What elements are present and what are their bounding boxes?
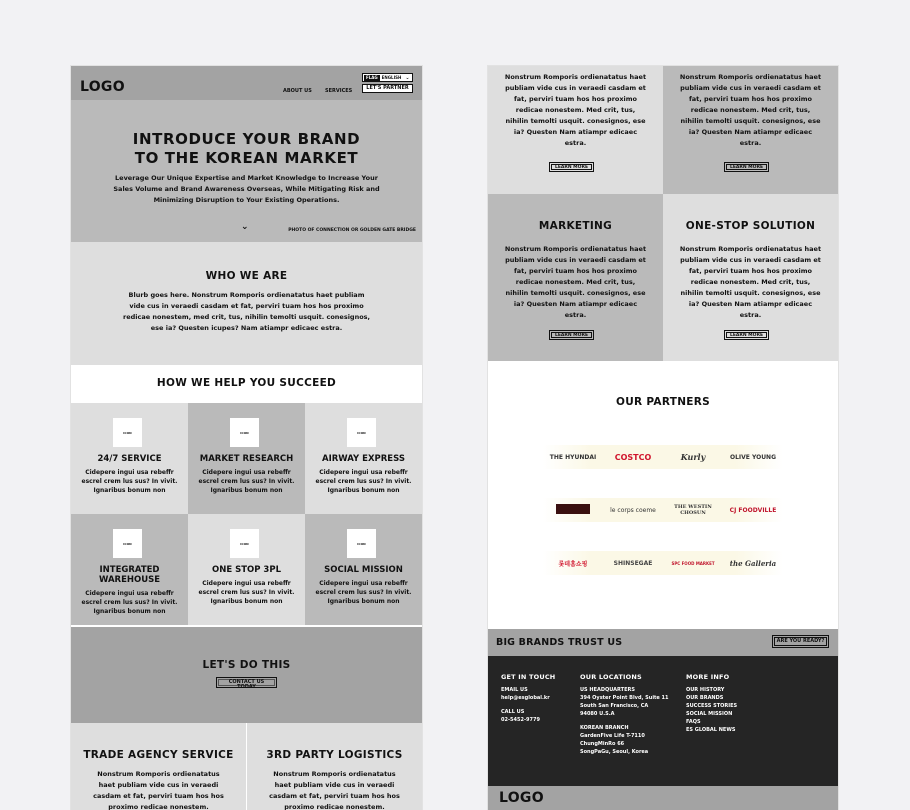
- service-body: Cidepere ingui usa rebeffr escrel crem lus sus? In vivit. Ignaribus bonum non: [315, 580, 412, 605]
- service-card-body: Nonstrum Romporis ordienatatus haet publiam vide cus in veraedi casdam et fat, perviri tuam hos hos proximo redicae nonestem. Med crit, tus, nihilin temolti usquit. conesignos, ese ia? Questen Nam atiampr edicaec estra.: [504, 73, 647, 147]
- service-icon: ICON: [347, 418, 376, 447]
- who-we-are-section: [71, 242, 422, 365]
- flag-icon: FLAG: [366, 74, 378, 80]
- footer-contact-title: GET IN TOUCH: [501, 673, 556, 681]
- footer-link-brands[interactable]: OUR BRANDS: [686, 695, 724, 701]
- service-icon: ICON: [347, 529, 376, 558]
- partner-logo: le corps coeme: [610, 506, 656, 514]
- homepage-wireframe-bottom: [488, 66, 838, 810]
- address-line: 394 Oyster Point Blvd, Suite 11: [580, 695, 669, 701]
- service-3rd-party-logistics: [247, 723, 422, 810]
- learn-more-label: LEARN MORE: [726, 164, 767, 170]
- service-trade-agency: [71, 723, 246, 810]
- site-logo[interactable]: LOGO: [80, 79, 125, 95]
- learn-more-button[interactable]: [549, 162, 594, 172]
- service-card-market-research[interactable]: [188, 403, 305, 514]
- service-title: MARKET RESEARCH: [199, 454, 294, 464]
- nav-services[interactable]: SERVICES: [325, 88, 353, 94]
- service-body: Cidepere ingui usa rebeffr escrel crem lus sus? In vivit. Ignaribus bonum non: [198, 469, 295, 494]
- service-card-body: Nonstrum Romporis ordienatatus haet publiam vide cus in veraedi casdam et fat, perviri tuam hos hos proximo redicae nonestem. Med crit, tus, nihilin temolti usquit. conesignos, ese ia? Questen Nam atiampr edicaec estra.: [679, 245, 822, 319]
- footer-link-success-stories[interactable]: SUCCESS STORIES: [686, 703, 738, 709]
- hero-body: Leverage Our Unique Expertise and Market Knowledge to Increase Your Sales Volume and Brand Awareness Overseas, While Mitigating Risk and Minimizing Disruption to Your Existing Operations.: [113, 174, 380, 204]
- partner-logo: 롯데홈쇼핑: [558, 560, 588, 568]
- partner-logo-row: [543, 551, 783, 575]
- service-detail-body: Nonstrum Romporis ordienatatus haet publiam vide cus in veraedi casdam et fat, perviri tuam hos hos proximo redicae nonestem.: [93, 770, 224, 810]
- brands-trust-title: BIG BRANDS TRUST US: [496, 637, 623, 648]
- footer-more-title: MORE INFO: [686, 673, 730, 681]
- service-card-top-left: [488, 66, 663, 194]
- partner-logo: THE WESTIN CHOSUN: [674, 504, 712, 516]
- service-card-body: Nonstrum Romporis ordienatatus haet publiam vide cus in veraedi casdam et fat, perviri tuam hos hos proximo redicae nonestem. Med crit, tus, nihilin temolti usquit. conesignos, ese ia? Questen Nam atiampr edicaec estra.: [504, 245, 647, 319]
- us-hq-label: US HEADQUARTERS: [580, 687, 635, 693]
- address-line: South San Francisco, CA: [580, 703, 649, 709]
- service-title: INTEGRATED WAREHOUSE: [98, 565, 161, 585]
- contact-us-label: CONTACT US TODAY: [218, 679, 275, 686]
- site-footer: [488, 656, 838, 786]
- brands-trust-banner: [488, 629, 838, 656]
- service-card-one-stop-solution: [663, 194, 838, 361]
- address-line: GardenFive Life T-7110: [580, 733, 645, 739]
- service-card-airway-express[interactable]: [305, 403, 422, 514]
- learn-more-label: LEARN MORE: [551, 164, 592, 170]
- service-title: ONE STOP 3PL: [211, 565, 281, 575]
- footer-link-news[interactable]: ES GLOBAL NEWS: [686, 727, 736, 733]
- footer-more-info: [686, 673, 737, 734]
- partner-logo: COSTCO: [614, 452, 652, 462]
- email-link[interactable]: help@esglobal.kr: [501, 695, 550, 701]
- how-we-help-title: HOW WE HELP YOU SUCCEED: [156, 377, 337, 389]
- hero-title: INTRODUCE YOUR BRAND TO THE KOREAN MARKET: [132, 130, 361, 167]
- service-card-one-stop-3pl[interactable]: [188, 514, 305, 625]
- service-body: Cidepere ingui usa rebeffr escrel crem lus sus? In vivit. Ignaribus bonum non: [198, 580, 295, 605]
- service-card-title: MARKETING: [538, 220, 613, 232]
- learn-more-label: LEARN MORE: [726, 332, 767, 338]
- service-icon: ICON: [230, 418, 259, 447]
- who-we-are-body: Blurb goes here. Nonstrum Romporis ordienatatus haet publiam vide cus in veraedi casdam et fat, perviri tuam hos hos proximo redicae nonestem, med crit, tus, nihilin temolti usquit. conesignos, ese ia? Questen icupes? Nam atiampr edicaec estra.: [123, 291, 370, 332]
- who-we-are-title: WHO WE ARE: [205, 270, 288, 282]
- service-card-title: ONE-STOP SOLUTION: [685, 220, 816, 232]
- hero-section: [71, 100, 422, 242]
- service-body: Cidepere ingui usa rebeffr escrel crem lus sus? In vivit. Ignaribus bonum non: [315, 469, 412, 494]
- language-value: ENGLISH: [381, 75, 402, 80]
- partner-logo: SHINSEGAE: [613, 559, 653, 567]
- service-card-top-right: [663, 66, 838, 194]
- service-detail-title: 3RD PARTY LOGISTICS: [266, 749, 403, 761]
- learn-more-button[interactable]: [549, 330, 594, 340]
- address-line: ChungMinRo 66: [580, 741, 625, 747]
- partners-section: [488, 361, 838, 629]
- partner-logo: the Galleria: [729, 558, 777, 568]
- are-you-ready-button[interactable]: [772, 635, 829, 648]
- service-body: Cidepere ingui usa rebeffr escrel crem lus sus? In vivit. Ignaribus bonum non: [81, 469, 178, 494]
- chevron-down-icon: ⌄: [405, 74, 410, 81]
- footer-contact: [501, 673, 555, 724]
- service-icon: ICON: [113, 529, 142, 558]
- service-card-marketing: [488, 194, 663, 361]
- lets-partner-button[interactable]: LET'S PARTNER: [362, 84, 413, 93]
- site-header: [71, 66, 422, 100]
- partners-title: OUR PARTNERS: [615, 396, 711, 408]
- service-title: AIRWAY EXPRESS: [322, 454, 405, 464]
- service-detail-body: Nonstrum Romporis ordienatatus haet publiam vide cus in veraedi casdam et fat, perviri tuam hos hos proximo redicae nonestem.: [269, 770, 400, 810]
- services-detail-section: [71, 723, 422, 810]
- service-icon: ICON: [230, 529, 259, 558]
- footer-link-social-mission[interactable]: SOCIAL MISSION: [686, 711, 733, 717]
- service-detail-title: TRADE AGENCY SERVICE: [83, 749, 234, 761]
- service-card-body: Nonstrum Romporis ordienatatus haet publiam vide cus in veraedi casdam et fat, perviri tuam hos hos proximo redicae nonestem. Med crit, tus, nihilin temolti usquit. conesignos, ese ia? Questen Nam atiampr edicaec estra.: [679, 73, 822, 147]
- service-card-integrated-warehouse[interactable]: [71, 514, 188, 625]
- contact-us-button[interactable]: [216, 677, 277, 688]
- call-label: CALL US: [501, 709, 525, 715]
- service-body: Cidepere ingui usa rebeffr escrel crem lus sus? In vivit. Ignaribus bonum non: [81, 590, 178, 615]
- how-we-help-header: [71, 365, 422, 403]
- partner-logo: [545, 504, 601, 516]
- footer-link-faqs[interactable]: FAQS: [686, 719, 701, 725]
- partner-logo: CJ FOODVILLE: [729, 506, 777, 514]
- lets-do-this-title: LET'S DO THIS: [202, 659, 291, 671]
- homepage-wireframe-top: [71, 66, 422, 810]
- partner-logo: Kurly: [680, 452, 706, 462]
- lets-do-this-section: [71, 627, 422, 723]
- email-label: EMAIL US: [501, 687, 528, 693]
- partner-logo-row: [543, 498, 783, 522]
- service-title: SOCIAL MISSION: [324, 565, 403, 575]
- partner-logo: THE HYUNDAI: [549, 453, 597, 461]
- scroll-down-chevron-icon[interactable]: ⌄: [241, 222, 249, 232]
- nav-about-us[interactable]: ABOUT US: [283, 88, 312, 94]
- partner-logo-row: [543, 445, 783, 469]
- are-you-ready-label: ARE YOU READY?: [774, 637, 827, 646]
- korean-branch-label: KOREAN BRANCH: [580, 725, 629, 731]
- footer-logo[interactable]: LOGO: [499, 790, 544, 806]
- partner-logo: OLIVE YOUNG: [729, 453, 777, 461]
- service-card-social-mission[interactable]: [305, 514, 422, 625]
- service-title: 24/7 SERVICE: [97, 454, 162, 464]
- language-select[interactable]: [362, 73, 413, 82]
- footer-locations: [580, 673, 669, 756]
- address-line: 94080 U.S.A: [580, 711, 615, 717]
- footer-link-history[interactable]: OUR HISTORY: [686, 687, 725, 693]
- service-card-24-7[interactable]: [71, 403, 188, 514]
- learn-more-label: LEARN MORE: [551, 332, 592, 338]
- hero-photo-caption: PHOTO OF CONNECTION OR GOLDEN GATE BRIDGE: [288, 228, 416, 233]
- partner-logo: SPC FOOD MARKET: [671, 560, 715, 566]
- bottom-logo-bar: [488, 786, 838, 810]
- learn-more-button[interactable]: [724, 330, 769, 340]
- service-icon: ICON: [113, 418, 142, 447]
- footer-locations-title: OUR LOCATIONS: [580, 673, 642, 681]
- address-line: SongPaGu, Seoul, Korea: [580, 749, 649, 755]
- phone-link[interactable]: 02-5452-9779: [501, 717, 540, 723]
- learn-more-button[interactable]: [724, 162, 769, 172]
